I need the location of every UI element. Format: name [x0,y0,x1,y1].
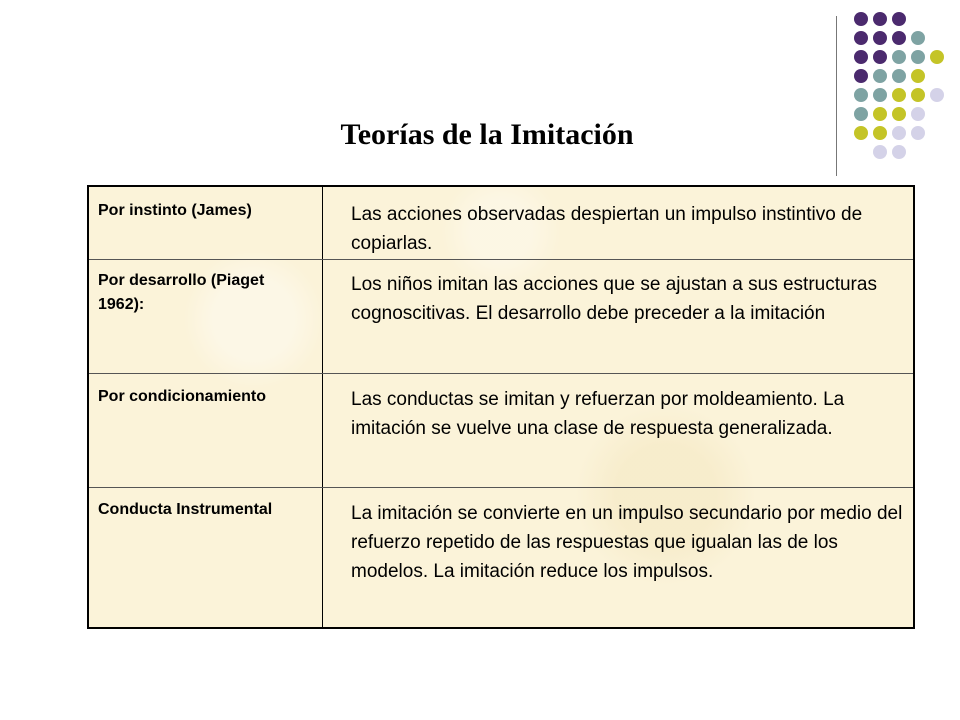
row-label-development: Por desarrollo (Piaget 1962): [98,272,265,313]
decorative-dot [930,50,944,64]
decorative-vertical-line [836,16,837,176]
decorative-dot [873,88,887,102]
decorative-dot [911,69,925,83]
decorative-dot [930,88,944,102]
theories-table [87,185,915,629]
decorative-dot [873,31,887,45]
decorative-dot [892,31,906,45]
decorative-dot [854,12,868,26]
row-label-instrumental: Conducta Instrumental [98,501,273,518]
decorative-dot [854,50,868,64]
decorative-dot [854,69,868,83]
row-divider [89,487,913,488]
row-description-development: Los niños imitan las acciones que se ajustan a sus estructuras cognoscitivas. El desarrollo debe preceder a la imitación [351,274,877,324]
decorative-dot [854,31,868,45]
row-description-conditioning: Las conductas se imitan y refuerzan por moldeamiento. La imitación se vuelve una clase de respuesta generalizada. [351,389,845,439]
decorative-dot [892,12,906,26]
row-divider [89,259,913,260]
decorative-dot [892,50,906,64]
row-label-instinct: Por instinto (James) [98,202,252,219]
decorative-dot [911,88,925,102]
decorative-dot [873,50,887,64]
column-divider [322,187,323,627]
decorative-dot [873,12,887,26]
row-description-instinct: Las acciones observadas despiertan un impulso instintivo de copiarlas. [351,204,863,254]
row-description-instrumental: La imitación se convierte en un impulso secundario por medio del refuerzo repetido de las respuestas que igualan las de los modelos. La imitación reduce los impulsos. [351,503,903,582]
row-divider [89,373,913,374]
slide-title: Teorías de la Imitación [340,118,634,151]
row-label-conditioning: Por condicionamiento [98,388,267,405]
decorative-dot [873,69,887,83]
decorative-dot [911,31,925,45]
decorative-dot [892,69,906,83]
decorative-dot [892,88,906,102]
decorative-dot [911,50,925,64]
decorative-dot [854,88,868,102]
